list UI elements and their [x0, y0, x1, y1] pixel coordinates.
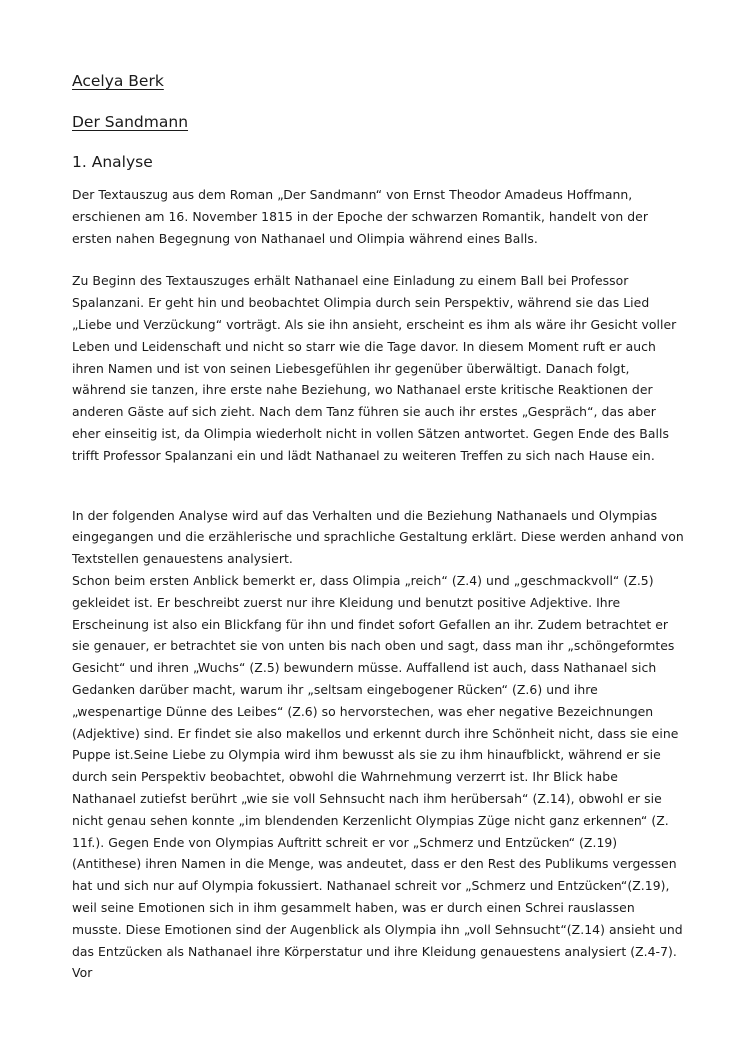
paragraph-analysis-intro: In der folgenden Analyse wird auf das Verhalten und die Beziehung Nathanaels und Olympias eingegangen und die erzählerische und sprachliche Gestaltung erklärt. Diese werden anhand von Textstellen genauestens analysiert. — [72, 507, 684, 567]
paragraph-summary: Zu Beginn des Textauszuges erhält Nathanael eine Einladung zu einem Ball bei Professor Spalanzani. Er geht hin und beobachtet Olimpia durch sein Perspektiv, während sie das Lied „Liebe und Verzückung“ vorträgt. Als sie ihn ansieht, erscheint es ihm als wäre ihr Gesicht voller Leben und Leidenschaft und nicht so starr wie die Tage davor. In diesem Moment ruft er auch ihren Namen und ist von seinen Liebesgefühlen ihr gegenüber überwältigt. Danach folgt, während sie tanzen, ihre erste nahe Beziehung, wo Nathanael erste kritische Reaktionen der anderen Gäste auf sich zieht. Nach dem Tanz führen sie auch ihr erstes „Gespräch“, das aber eher einseitig ist, da Olimpia wiederholt nicht in vollen Sätzen antwortet. Gegen Ende des Balls trifft Professor Spalanzani ein und lädt Nathanael zu weiteren Treffen zu sich nach Hause ein. — [72, 273, 677, 463]
document-title: Der Sandmann — [72, 113, 189, 131]
author-name: Acelya Berk — [72, 72, 164, 90]
paragraph-introduction: Der Textauszug aus dem Roman „Der Sandmann“ von Ernst Theodor Amadeus Hoffmann, erschienen am 16. November 1815 in der Epoche der schwarzen Romantik, handelt von der ersten nahen Begegnung von Nathanael und Olimpia während eines Balls. — [72, 187, 648, 246]
paragraph-analysis-body: Schon beim ersten Anblick bemerkt er, dass Olimpia „reich“ (Z.4) und „geschmackvoll“ (Z.5) gekleidet ist. Er beschreibt zuerst nur ihre Kleidung und benutzt positive Adjektive. Ihre Erscheinung ist also ein Blickfang für ihn und findet sofort Gefallen an ihr. Zudem betrachtet er sie genauer, er betrachtet sie von unten bis nach oben und sagt, dass man ihr „schöngeformtes Gesicht“ und ihren „Wuchs“ (Z.5) bewundern müsse. Auffallend ist auch, dass Nathanael sich Gedanken darüber macht, warum ihr „seltsam eingebogener Rücken“ (Z.6) und ihre „wespenartige Dünne des Leibes“ (Z.6) so hervorstechen, was eher negative Bezeichnungen (Adjektive) sind. Er findet sie also makellos und erkennt durch ihre Schönheit nicht, dass sie eine Puppe ist.Seine Liebe zu Olympia wird ihm bewusst als sie zu ihm hinaufblickt, während er sie durch sein Perspektiv beobachtet, obwohl die Wahrnehmung verzerrt ist. Ihr Blick habe Nathanael zutiefst berührt „wie sie voll Sehnsucht nach ihm herübersah“ (Z.14), obwohl er sie nicht genau sehen konnte „im blendenden Kerzenlicht Olympias Züge nicht ganz erkennen“ (Z. 11f.). Gegen Ende von Olympias Auftritt schreit er vor „Schmerz und Entzücken“ (Z.19) (Antithese) ihren Namen in die Menge, was andeutet, dass er den Rest des Publikums vergessen hat und sich nur auf Olympia fokussiert. Nathanael schreit vor „Schmerz und Entzücken“(Z.19), weil seine Emotionen sich in ihm gesammelt haben, was er durch einen Schrei rauslassen musste. Diese Emotionen sind der Augenblick als Olympia ihn „voll Sehnsucht“(Z.14) ansieht und das Entzücken als Nathanael ihre Körperstatur und ihre Kleidung genauestens analysiert (Z.4-7). Vor — [72, 572, 683, 981]
section-heading: 1. Analyse — [72, 153, 153, 171]
page-content — [72, 70, 684, 984]
paragraph-spacer — [72, 249, 684, 270]
paragraph-spacer — [72, 467, 684, 505]
